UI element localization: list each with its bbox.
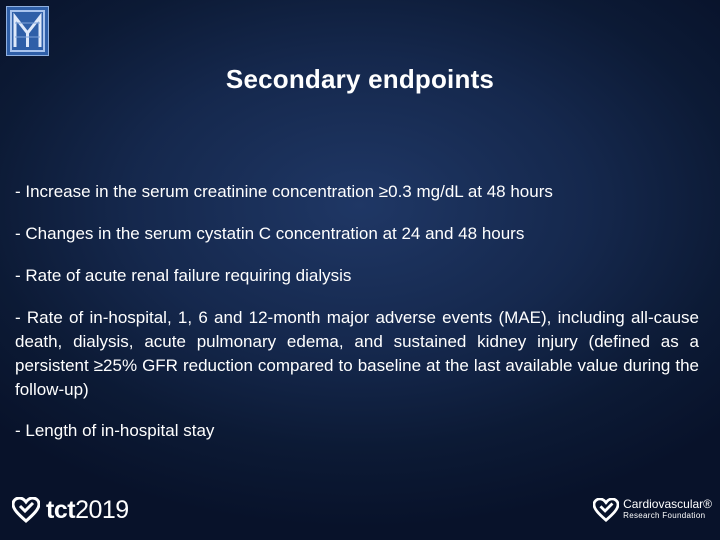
footer [0, 484, 720, 540]
tct-logo [12, 492, 129, 528]
heart-icon [12, 497, 40, 523]
list-item: - Increase in the serum creatinine concentration ≥0.3 mg/dL at 48 hours [15, 182, 553, 201]
list-item: - Rate of in-hospital, 1, 6 and 12-month major adverse events (MAE), including all-cause death, dialysis, acute pulmonary edema, and sustained kidney injury (defined as a persistent ≥25% GFR reduction compared to baseline at the last available value during the follow-up) [15, 308, 699, 399]
list-item: - Changes in the serum cystatin C concentration at 24 and 48 hours [15, 224, 525, 243]
list-item: - Length of in-hospital stay [15, 421, 215, 440]
institution-logo-icon [6, 6, 49, 56]
heart-icon [593, 498, 619, 522]
list-item: - Rate of acute renal failure requiring dialysis [15, 266, 352, 285]
crf-logo-line1: Cardiovascular® [623, 497, 712, 511]
crf-logo [593, 492, 712, 528]
slide-title: Secondary endpoints [225, 64, 495, 94]
tct-logo-text: tct2019 [46, 495, 129, 524]
endpoint-list [15, 180, 699, 461]
crf-logo-line2: Research Foundation [623, 511, 706, 520]
